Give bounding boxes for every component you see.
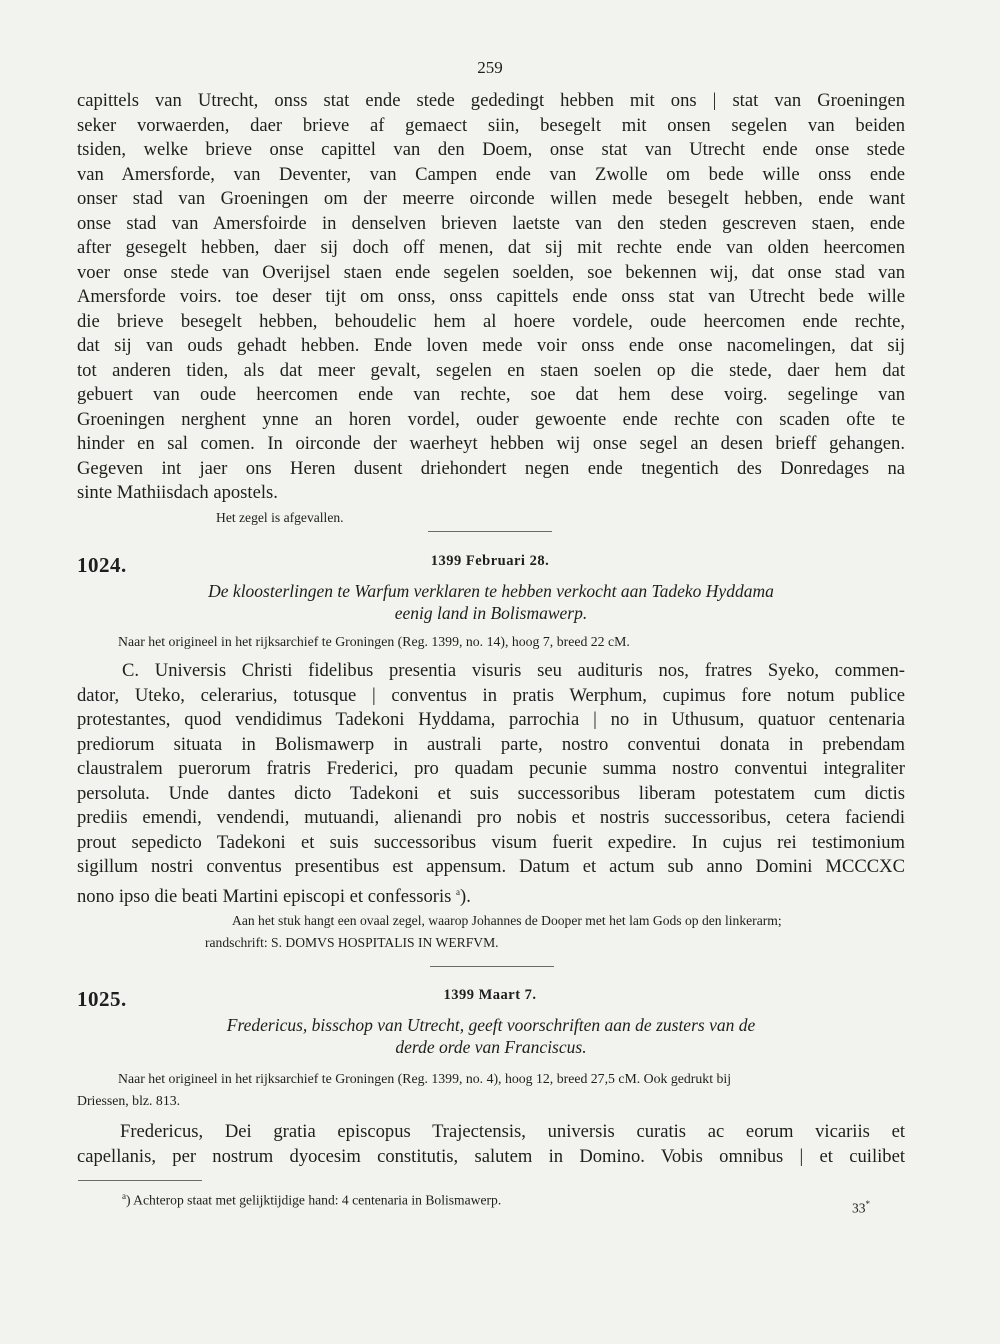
text-line (77, 880, 905, 910)
text-line: tot anderen tiden, als dat meer gevalt, segelen en staen soelen op die stede, daer hem dat (77, 359, 905, 381)
seal-note-line: Aan het stuk hangt een ovaal zegel, waarop Johannes de Dooper met het lam Gods op den linkerarm; (232, 913, 782, 928)
source-line: Naar het origineel in het rijksarchief te Groningen (Reg. 1399, no. 4), hoog 12, breed 27,5 cM. Ook gedrukt bij (118, 1071, 732, 1086)
page-number: 259 (477, 58, 503, 77)
footnote-text: ) Achterop staat met gelijktijdige hand: 4 centenaria in Bolismawerp. (126, 1192, 502, 1208)
signature-mark (852, 1199, 870, 1217)
source-line: Driessen, blz. 813. (77, 1093, 181, 1108)
text-line: tsiden, welke brieve onse capittel van den Doem, onse stat van Utrecht ende onse stede (77, 139, 905, 160)
summary-line: De kloosterlingen te Warfum verklaren te hebben verkocht aan Tadeko Hyddama (208, 581, 774, 601)
section-divider (428, 531, 552, 532)
text-line: Groeningen nerghent ynne an horen vordel, ouder gewoente ende rechte con scaden ofte te (77, 408, 905, 430)
section-divider (430, 966, 554, 967)
text-line: voer onse stede van Overijsel staen ende segelen soelden, soe bekennen wij, dat onse stad van (77, 261, 905, 283)
summary-line: derde orde van Franciscus. (395, 1037, 587, 1057)
doc-1024-date: 1399 Februari 28. (430, 553, 550, 569)
text-line: dat sij van ouds gehadt hebben. Ende loven mede voir onss ende onse nacomelingen, dat sij (77, 335, 905, 356)
text-line: capittels van Utrecht, onss stat ende stede gededingt hebben mit ons | stat van Groeningen (77, 90, 905, 111)
footnote (122, 1191, 501, 1209)
footnote-marker: a (122, 1191, 126, 1201)
text-line: sigillum nostri conventus presentibus est appensum. Datum et actum sub anno Domini MCCCXC (77, 856, 905, 877)
text-line: claustralem puerorum fratris Frederici, pro quadam pecunie summa nostro conventui integraliter (77, 758, 905, 779)
doc-1025-number: 1025. (77, 987, 127, 1011)
doc-1024-text (77, 659, 905, 909)
doc-1023-text (77, 89, 905, 506)
doc-1025-summary (77, 1014, 905, 1058)
text-line: prediorum situata in Bolismawerp in australi parte, nostro conventui donata in prebendam (77, 733, 905, 755)
text-line: van Amersforde, van Deventer, van Campen ende van Zwolle om bede wille onss ende (77, 163, 905, 185)
text-line: onse stad van Amersfoirde in denselven brieven laetste van den steden gescreven staen, ende (77, 212, 905, 234)
doc-1024-summary (77, 580, 905, 624)
text-line: persoluta. Unde dantes dicto Tadekoni et suis successoribus liberam potestatem cum dictis (77, 782, 905, 804)
text-line: capellanis, per nostrum dyocesim constitutis, salutem in Domino. Vobis omnibus | et cuilibet (77, 1145, 905, 1167)
text-line: gebuert van oude heercomen ende van rechte, soe dat hem dese voirg. segelinge van (77, 384, 905, 405)
text-line: C. Universis Christi fidelibus presentia visuris seu audituris nos, fratres Syeko, commen- (122, 660, 905, 681)
summary-line: eenig land in Bolismawerp. (394, 603, 588, 623)
doc-1025-text (77, 1120, 905, 1169)
footnote-divider (78, 1180, 202, 1181)
signature-asterisk: * (865, 1199, 870, 1209)
text-line: protestantes, quod vendidimus Tadekoni Hyddama, parrochia | no in Uthusum, quatuor centenaria (77, 709, 905, 730)
text-line: dator, Uteko, celerarius, totusque | conventus in pratis Werphum, cupimus fore notum publice (77, 684, 905, 706)
text-line: die brieve besegelt hebben, behoudelic hem al hoere vordele, oude heercomen ende rechte, (77, 310, 905, 332)
doc-1024-body (77, 659, 905, 909)
seal-note-line: randschrift: S. DOMVS HOSPITALIS IN WERFVM. (205, 935, 499, 950)
footnote-marker: a (456, 886, 461, 897)
doc-1025-date: 1399 Maart 7. (443, 987, 537, 1003)
last-line-text: nono ipso die beati Martini episcopi et confessoris (77, 885, 452, 907)
doc-1023-body (77, 89, 905, 506)
text-line: seker vorwaerden, daer brieve af gemaect siin, besegelt mit onsen segelen van beiden (77, 114, 905, 136)
text-line: prout sepedicto Tadekoni et suis successoribus visum fuerit expedire. In cujus rei testimonium (77, 831, 905, 853)
last-line-end: ). (460, 885, 471, 907)
text-line: Amersforde voirs. toe deser tijt om onss, onss capittels ende onss stat van Utrecht bede wille (77, 286, 905, 307)
doc-1024-seal-note (205, 910, 782, 954)
text-line: after gesegelt hebben, daer sij doch off menen, dat sij mit rechte ende van olden heercomen (77, 237, 905, 258)
text-line: onser stad van Groeningen om der meerre oirconde willen mede besegelt hebben, ende want (77, 188, 905, 209)
doc-1023-seal-note: Het zegel is afgevallen. (216, 510, 344, 525)
text-line: Gegeven int jaer ons Heren dusent driehondert negen ende tnegentich des Donredages na (77, 457, 905, 479)
text-line: prediis emendi, vendendi, mutuandi, alienandi pro nobis et nostris successoribus, cetera faciendi (77, 807, 905, 828)
text-line: sinte Mathiisdach apostels. (77, 482, 278, 503)
text-line: Fredericus, Dei gratia episcopus Trajectensis, universis curatis ac eorum vicariis et (120, 1121, 905, 1142)
doc-1024-number: 1024. (77, 553, 127, 577)
doc-1025-source (77, 1068, 907, 1112)
doc-1024-source: Naar het origineel in het rijksarchief te Groningen (Reg. 1399, no. 14), hoog 7, breed 22 cM. (118, 634, 630, 649)
text-line: hinder en sal comen. In oirconde der waerheyt hebben wij onse segel an desen brieff gehangen. (77, 433, 905, 454)
signature-number: 33 (852, 1200, 866, 1216)
doc-1025-body (77, 1120, 905, 1169)
summary-line: Fredericus, bisschop van Utrecht, geeft voorschriften aan de zusters van de (226, 1015, 756, 1035)
